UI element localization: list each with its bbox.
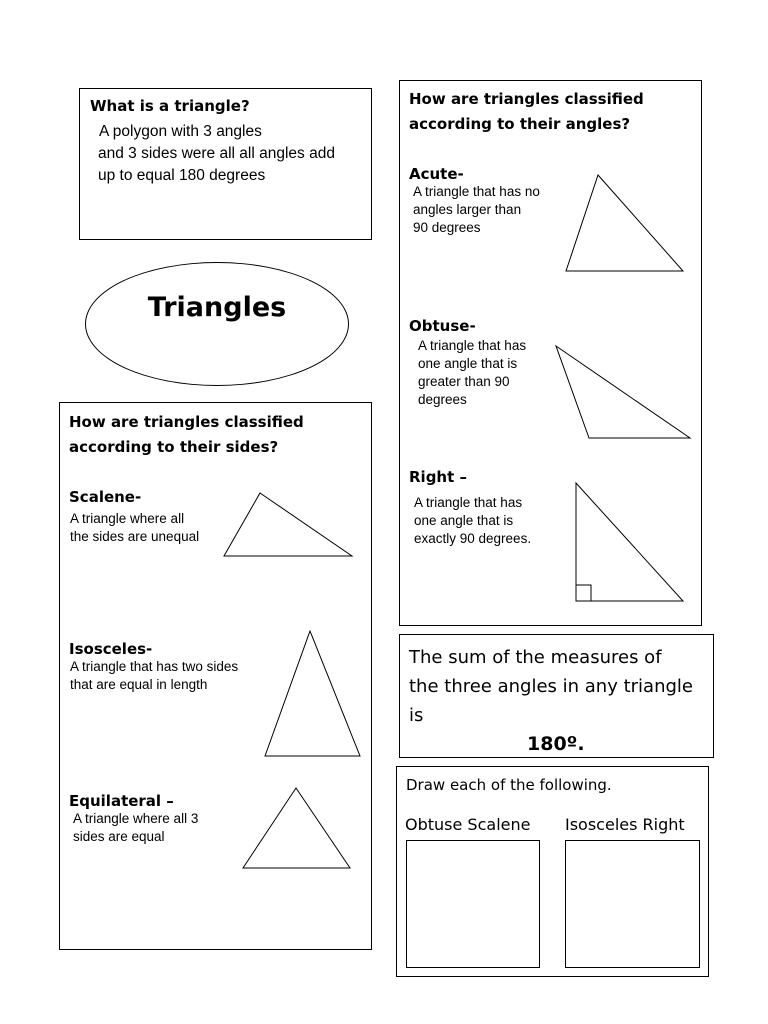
obtuse-desc-line: greater than 90 xyxy=(418,374,510,389)
obtuse-scalene-label: Obtuse Scalene xyxy=(405,815,531,834)
equilateral-term: Equilateral – xyxy=(69,792,174,810)
isosceles-right-drawing-area[interactable] xyxy=(565,840,700,968)
isosceles-desc-line: A triangle that has two sides xyxy=(70,659,239,674)
acute-desc-line: 90 degrees xyxy=(413,220,481,235)
right-term: Right – xyxy=(409,468,468,486)
sum-value: 180º. xyxy=(527,733,585,755)
isosceles-desc-line: that are equal in length xyxy=(70,677,208,692)
draw-box xyxy=(396,766,709,977)
sum-line: is xyxy=(409,705,424,726)
sum-line: The sum of the measures of xyxy=(409,647,662,668)
obtuse-desc-line: one angle that is xyxy=(418,356,518,371)
definition-answer-line: A polygon with 3 angles xyxy=(99,123,262,140)
equilateral-desc-line: sides are equal xyxy=(73,829,165,844)
right-desc-line: exactly 90 degrees. xyxy=(414,531,532,546)
right-desc-line: A triangle that has xyxy=(414,495,523,510)
equilateral-desc-line: A triangle where all 3 xyxy=(73,811,199,826)
sides-heading-line: according to their sides? xyxy=(69,438,279,456)
isosceles-term: Isosceles- xyxy=(69,640,153,658)
definition-answer-line: and 3 sides were all all angles add xyxy=(98,145,335,162)
scalene-term: Scalene- xyxy=(69,488,142,506)
scalene-desc-line: A triangle where all xyxy=(70,511,185,526)
obtuse-desc-line: degrees xyxy=(418,392,467,407)
definition-answer-line: up to equal 180 degrees xyxy=(98,167,266,184)
obtuse-scalene-drawing-area[interactable] xyxy=(406,840,540,968)
scalene-desc-line: the sides are unequal xyxy=(70,529,200,544)
sum-box xyxy=(399,634,714,758)
sum-line: the three angles in any triangle xyxy=(409,676,693,697)
angles-heading-line: according to their angles? xyxy=(409,115,631,133)
acute-term: Acute- xyxy=(409,165,464,183)
sum-statement xyxy=(409,643,693,730)
acute-desc-line: angles larger than xyxy=(413,202,522,217)
sides-heading-line: How are triangles classified xyxy=(69,413,304,431)
angles-heading-line: How are triangles classified xyxy=(409,90,644,108)
page-title: Triangles xyxy=(147,292,287,323)
acute-desc-line: A triangle that has no xyxy=(413,184,540,199)
draw-instruction: Draw each of the following. xyxy=(406,776,612,794)
definition-question: What is a triangle? xyxy=(90,97,250,115)
right-angle-marker xyxy=(576,585,591,601)
obtuse-desc-line: A triangle that has xyxy=(418,338,527,353)
isosceles-right-label: Isosceles Right xyxy=(565,815,685,834)
obtuse-term: Obtuse- xyxy=(409,317,476,335)
right-desc-line: one angle that is xyxy=(414,513,514,528)
